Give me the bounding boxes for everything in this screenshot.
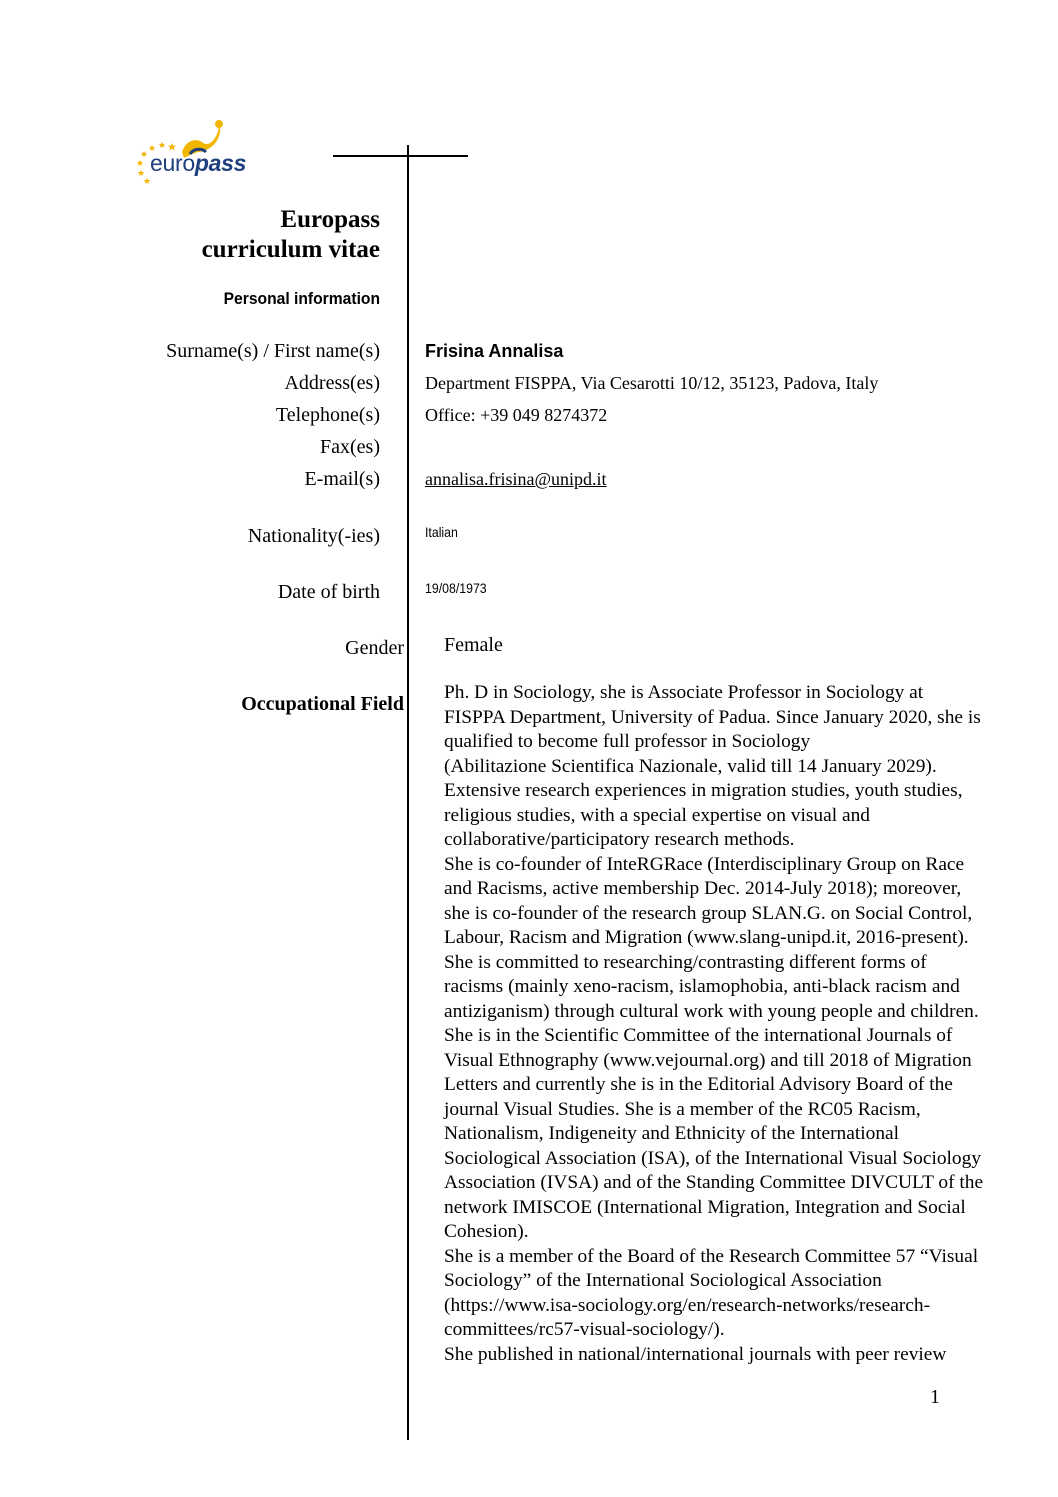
occupational-line: She is a member of the Board of the Research Committee 57 “Visual (444, 1245, 979, 1267)
europass-wordmark (150, 150, 246, 177)
date-of-birth-value: 19/08/1973 (425, 580, 487, 596)
personal-information-heading: Personal information (223, 289, 380, 308)
occupational-line: religious studies, with a special expertise on visual and (444, 804, 870, 826)
cv-title-line2: curriculum vitae (201, 236, 380, 263)
surname-label: Surname(s) / First name(s) (166, 340, 380, 362)
occupational-line: Cohesion). (444, 1221, 529, 1242)
cv-title-line1: Europass (280, 206, 380, 233)
surname-value: Frisina Annalisa (425, 341, 564, 361)
occupational-line: qualified to become full professor in Sociology (444, 731, 811, 752)
occupational-line: She published in national/international journals with peer review (444, 1343, 947, 1365)
occupational-line: (https://www.isa-sociology.org/en/research-networks/research- (444, 1294, 931, 1316)
occupational-field-label: Occupational Field (241, 693, 404, 715)
nationality-value: Italian (425, 524, 458, 540)
wordmark-pass: pass (194, 150, 247, 176)
occupational-line: Extensive research experiences in migration studies, youth studies, (444, 780, 963, 801)
gender-value: Female (444, 634, 503, 656)
occupational-line: committees/rc57-visual-sociology/). (444, 1319, 725, 1340)
page-number: 1 (930, 1386, 940, 1408)
occupational-line: antiziganism) through cultural work with young people and children. (444, 1000, 979, 1022)
wordmark-euro: euro (150, 150, 195, 176)
occupational-line: network IMISCOE (International Migration, Integration and Social (444, 1196, 966, 1218)
occupational-line: FISPPA Department, University of Padua. Since January 2020, she is (444, 706, 981, 728)
telephone-label: Telephone(s) (275, 404, 380, 426)
telephone-value: Office: +39 049 8274372 (425, 405, 608, 425)
occupational-line: She is co-founder of InteRGRace (Interdisciplinary Group on Race (444, 853, 965, 875)
occupational-line: She is committed to researching/contrasting different forms of (444, 951, 927, 973)
occupational-line: journal Visual Studies. She is a member of the RC05 Racism, (444, 1098, 921, 1120)
occupational-line: she is co-founder of the research group SLAN.G. on Social Control, (444, 902, 973, 924)
occupational-line: racisms (mainly xeno-racism, islamophobia, anti-black racism and (444, 976, 960, 997)
occupational-line: and Racisms, active membership Dec. 2014-July 2018); moreover, (444, 878, 962, 899)
occupational-line: Sociological Association (ISA), of the International Visual Sociology (444, 1147, 982, 1169)
occupational-line: Association (IVSA) and of the Standing Committee DIVCULT of the (444, 1172, 984, 1193)
email-label: E-mail(s) (304, 468, 380, 490)
occupational-line: Visual Ethnography (www.vejournal.org) and till 2018 of Migration (444, 1049, 972, 1071)
occupational-line: (Abilitazione Scientifica Nazionale, valid till 14 January 2029). (444, 755, 937, 777)
occupational-line: Sociology” of the International Sociological Association (444, 1270, 882, 1291)
occupational-line: Ph. D in Sociology, she is Associate Professor in Sociology at (444, 682, 924, 703)
fax-label: Fax(es) (320, 436, 380, 458)
occupational-line: Labour, Racism and Migration (www.slang-unipd.it, 2016-present). (444, 927, 969, 948)
occupational-line: Letters and currently she is in the Editorial Advisory Board of the (444, 1074, 953, 1095)
nationality-label: Nationality(-ies) (247, 525, 380, 547)
column-divider (407, 145, 409, 1440)
date-of-birth-label: Date of birth (277, 581, 380, 603)
occupational-line: Nationalism, Indigeneity and Ethnicity of the International (444, 1123, 900, 1144)
address-value: Department FISPPA, Via Cesarotti 10/12, 35123, Padova, Italy (425, 373, 879, 393)
gender-label: Gender (345, 637, 404, 659)
occupational-line: She is in the Scientific Committee of the international Journals of (444, 1025, 953, 1046)
address-label: Address(es) (284, 372, 380, 394)
top-rule (333, 155, 468, 157)
occupational-field-text (444, 681, 1044, 1367)
email-link[interactable]: annalisa.frisina@unipd.it (425, 469, 607, 489)
occupational-line: collaborative/participatory research methods. (444, 829, 795, 850)
